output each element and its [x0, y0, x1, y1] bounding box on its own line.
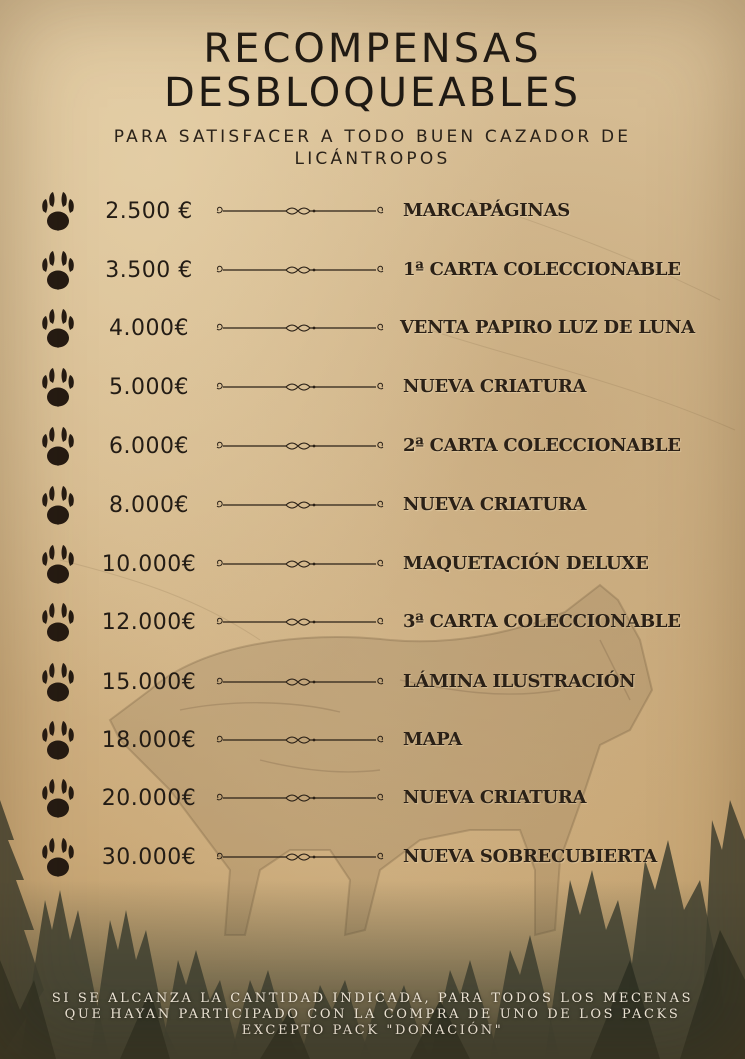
reward-amount: 30.000€	[101, 845, 197, 870]
reward-name: VENTA PAPIRO LUZ DE LUNA	[400, 317, 695, 338]
paw-print-icon	[38, 426, 78, 470]
paw-print-icon	[38, 308, 78, 352]
reward-amount: 2.500 €	[105, 199, 193, 224]
reward-row	[0, 837, 745, 887]
reward-amount: 12.000€	[101, 610, 197, 635]
reward-amount: 4.000€	[109, 316, 189, 341]
paw-print-icon	[38, 191, 78, 235]
ornamental-divider	[214, 497, 386, 513]
ornamental-divider	[214, 320, 386, 336]
reward-row	[0, 544, 745, 594]
paw-print-icon	[38, 778, 78, 822]
reward-row	[0, 367, 745, 417]
paw-print-icon	[38, 602, 78, 646]
paw-print-icon	[38, 720, 78, 764]
reward-row	[0, 308, 745, 358]
footer-note: SI SE ALCANZA LA CANTIDAD INDICADA, PARA TODOS LOS MECENAS QUE HAYAN PARTICIPADO CON LA COMPRA DE UNO DE LOS PACKS EXCEPTO PACK "DONACIÓN"	[51, 991, 694, 1038]
reward-amount: 18.000€	[101, 728, 197, 753]
reward-name: NUEVA SOBRECUBIERTA	[403, 846, 657, 867]
reward-name: 2ª CARTA COLECCIONABLE	[403, 435, 681, 456]
reward-row	[0, 662, 745, 712]
reward-name: 1ª CARTA COLECCIONABLE	[403, 259, 681, 280]
paw-print-icon	[38, 837, 78, 881]
ornamental-divider	[214, 849, 386, 865]
ornamental-divider	[214, 790, 386, 806]
reward-row	[0, 602, 745, 652]
ornamental-divider	[214, 262, 386, 278]
paw-print-icon	[38, 544, 78, 588]
ornamental-divider	[214, 732, 386, 748]
ornamental-divider	[214, 203, 386, 219]
reward-amount: 15.000€	[101, 670, 197, 695]
paw-print-icon	[38, 485, 78, 529]
title-line-1: RECOMPENSAS	[203, 26, 542, 72]
reward-row	[0, 426, 745, 476]
subtitle: PARA SATISFACER A TODO BUEN CAZADOR DE LICÁNTROPOS	[113, 127, 632, 169]
reward-name: MARCAPÁGINAS	[403, 200, 570, 221]
reward-row	[0, 485, 745, 535]
reward-name: LÁMINA ILUSTRACIÓN	[403, 671, 636, 692]
title-line-2: DESBLOQUEABLES	[163, 70, 582, 116]
reward-row	[0, 778, 745, 828]
reward-amount: 20.000€	[101, 786, 197, 811]
reward-amount: 10.000€	[101, 552, 197, 577]
ornamental-divider	[214, 438, 386, 454]
paw-print-icon	[38, 662, 78, 706]
ornamental-divider	[214, 556, 386, 572]
reward-name: NUEVA CRIATURA	[403, 494, 587, 515]
reward-amount: 5.000€	[109, 375, 189, 400]
reward-name: MAPA	[403, 729, 462, 750]
reward-name: MAQUETACIÓN DELUXE	[403, 553, 649, 574]
reward-row	[0, 191, 745, 241]
ornamental-divider	[214, 614, 386, 630]
ornamental-divider	[214, 379, 386, 395]
ornamental-divider	[214, 674, 386, 690]
reward-row	[0, 720, 745, 770]
reward-amount: 3.500 €	[105, 258, 193, 283]
reward-amount: 6.000€	[109, 434, 189, 459]
reward-name: NUEVA CRIATURA	[403, 376, 587, 397]
reward-amount: 8.000€	[109, 493, 189, 518]
reward-name: 3ª CARTA COLECCIONABLE	[403, 611, 681, 632]
reward-name: NUEVA CRIATURA	[403, 787, 587, 808]
paw-print-icon	[38, 250, 78, 294]
reward-row	[0, 250, 745, 300]
paw-print-icon	[38, 367, 78, 411]
